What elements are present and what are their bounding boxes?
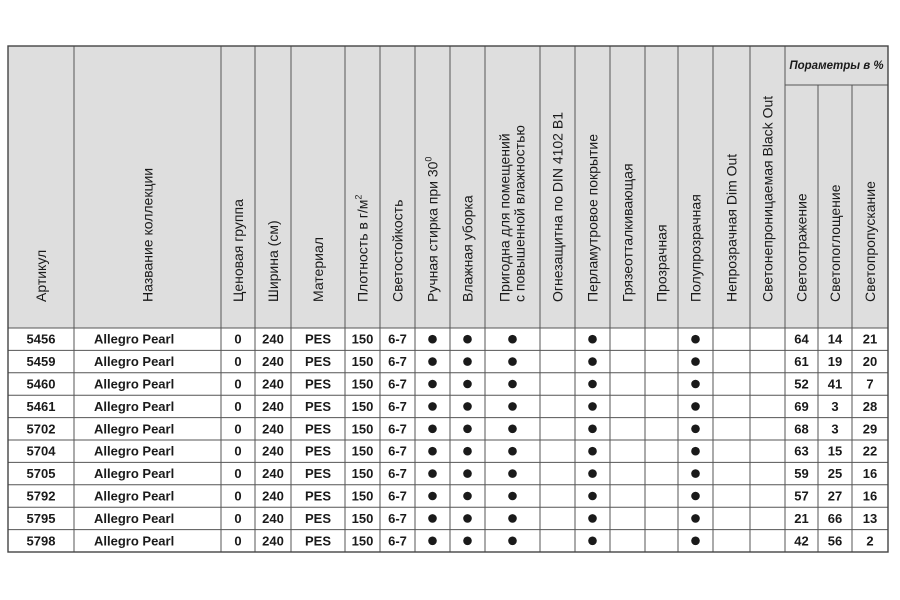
column-header-superscript: 0 xyxy=(423,156,434,162)
cell-material: PES xyxy=(304,510,332,526)
cell-lightfast: 6-7 xyxy=(388,421,407,437)
feature-dot-handwash xyxy=(428,402,437,411)
cell-absorb: 56 xyxy=(827,533,843,549)
cell-material: PES xyxy=(304,488,332,504)
column-header-text: Полупрозрачная xyxy=(687,194,704,302)
column-header-label xyxy=(230,199,246,302)
cell-price_group: 0 xyxy=(234,510,242,526)
cell-article: 5460 xyxy=(26,376,56,392)
feature-dot-semitransparent xyxy=(691,492,700,501)
column-header-text: Влажная уборка xyxy=(459,195,476,302)
column-header-text: Светонепроницаемая Black Out xyxy=(759,95,776,302)
cell-width: 240 xyxy=(262,488,284,504)
column-header-humid xyxy=(497,125,528,302)
feature-dot-handwash xyxy=(428,335,437,344)
column-header-text: Название коллекции xyxy=(139,167,156,302)
cell-width: 240 xyxy=(262,510,284,526)
column-header-label xyxy=(862,181,878,302)
cell-density: 150 xyxy=(351,421,374,437)
cell-transmit: 16 xyxy=(862,466,878,482)
column-header-text: Огнезащитна по DIN 4102 B1 xyxy=(549,112,566,302)
column-header-density xyxy=(354,195,371,302)
column-header-label xyxy=(33,250,49,302)
cell-density: 150 xyxy=(351,443,374,459)
feature-dot-wet_clean xyxy=(463,537,472,546)
feature-dot-semitransparent xyxy=(691,469,700,478)
cell-material: PES xyxy=(304,331,332,347)
feature-dot-humid xyxy=(508,425,517,434)
feature-dot-pearl xyxy=(588,425,597,434)
cell-material: PES xyxy=(304,398,332,414)
column-header-text: Ручная стирка при 30 xyxy=(424,161,441,302)
feature-dot-wet_clean xyxy=(463,380,472,389)
cell-lightfast: 6-7 xyxy=(388,354,407,370)
column-header-text: Грязеотталкивающая xyxy=(619,163,636,302)
column-header-label xyxy=(620,163,636,302)
cell-lightfast: 6-7 xyxy=(388,398,407,414)
parameters-group-title: Пораметры в % xyxy=(789,60,884,72)
column-header-label xyxy=(760,96,776,302)
cell-reflect: 57 xyxy=(794,488,809,504)
cell-transmit: 21 xyxy=(862,331,878,347)
feature-dot-wet_clean xyxy=(463,514,472,523)
column-header-absorb xyxy=(827,184,843,302)
cell-article: 5459 xyxy=(26,354,56,370)
column-header-text: Светопропускание xyxy=(862,181,878,302)
column-header-text: Светоотражение xyxy=(793,193,810,302)
feature-dot-handwash xyxy=(428,492,437,501)
feature-dot-wet_clean xyxy=(463,357,472,366)
feature-dot-pearl xyxy=(588,335,597,344)
column-header-label xyxy=(688,194,704,302)
feature-dot-semitransparent xyxy=(691,380,700,389)
cell-transmit: 28 xyxy=(862,398,878,414)
feature-dot-semitransparent xyxy=(691,514,700,523)
cell-density: 150 xyxy=(351,331,374,347)
column-header-price_group xyxy=(230,199,246,302)
cell-reflect: 69 xyxy=(794,398,809,414)
cell-transmit: 7 xyxy=(866,376,874,392)
column-header-text: Ширина (см) xyxy=(265,220,281,302)
feature-dot-humid xyxy=(508,537,517,546)
feature-dot-pearl xyxy=(588,492,597,501)
feature-dot-semitransparent xyxy=(691,357,700,366)
cell-article: 5704 xyxy=(26,443,56,459)
feature-dot-handwash xyxy=(428,537,437,546)
cell-collection: Allegro Pearl xyxy=(94,533,175,549)
feature-dot-handwash xyxy=(428,357,437,366)
column-header-reflect xyxy=(794,193,810,302)
column-header-collection xyxy=(140,168,156,302)
feature-dot-humid xyxy=(508,447,517,456)
cell-density: 150 xyxy=(351,466,374,482)
feature-dot-semitransparent xyxy=(691,335,700,344)
feature-dot-wet_clean xyxy=(463,335,472,344)
feature-dot-pearl xyxy=(588,402,597,411)
column-header-label xyxy=(310,237,326,302)
column-header-label xyxy=(140,168,156,302)
column-header-label xyxy=(654,224,670,302)
cell-width: 240 xyxy=(262,466,284,482)
cell-article: 5792 xyxy=(26,488,56,504)
column-header-transmit xyxy=(862,181,878,302)
feature-dot-humid xyxy=(508,357,517,366)
feature-dot-pearl xyxy=(588,357,597,366)
cell-width: 240 xyxy=(262,533,284,549)
column-header-label xyxy=(354,195,371,302)
cell-material: PES xyxy=(304,376,332,392)
cell-width: 240 xyxy=(262,331,284,347)
column-header-text: Перламутровое покрытие xyxy=(584,134,601,302)
cell-reflect: 68 xyxy=(794,421,809,437)
cell-price_group: 0 xyxy=(234,533,242,549)
feature-dot-pearl xyxy=(588,514,597,523)
cell-collection: Allegro Pearl xyxy=(94,398,175,414)
feature-dot-wet_clean xyxy=(463,402,472,411)
cell-transmit: 2 xyxy=(866,533,874,549)
cell-absorb: 19 xyxy=(827,354,843,370)
feature-dot-humid xyxy=(508,492,517,501)
cell-transmit: 22 xyxy=(862,443,878,459)
cell-material: PES xyxy=(304,466,332,482)
column-header-blackout xyxy=(760,96,776,302)
feature-dot-wet_clean xyxy=(463,492,472,501)
feature-dot-pearl xyxy=(588,469,597,478)
cell-price_group: 0 xyxy=(234,466,242,482)
column-header-text: Материал xyxy=(310,237,326,302)
cell-price_group: 0 xyxy=(234,443,242,459)
feature-dot-semitransparent xyxy=(691,425,700,434)
column-header-pearl xyxy=(585,134,601,302)
cell-absorb: 3 xyxy=(831,398,839,414)
column-header-text: Ценовая группа xyxy=(230,199,246,302)
column-header-label xyxy=(460,195,476,302)
feature-dot-handwash xyxy=(428,380,437,389)
cell-lightfast: 6-7 xyxy=(388,533,407,549)
cell-article: 5456 xyxy=(26,331,56,347)
cell-article: 5798 xyxy=(26,533,56,549)
cell-reflect: 61 xyxy=(794,354,809,370)
column-header-semitransparent xyxy=(688,194,704,302)
cell-reflect: 64 xyxy=(794,331,809,347)
cell-lightfast: 6-7 xyxy=(388,376,407,392)
cell-article: 5461 xyxy=(26,398,56,414)
column-header-text: Светостойкость xyxy=(389,199,406,302)
cell-width: 240 xyxy=(262,354,284,370)
column-header-text: Артикул xyxy=(33,249,49,302)
cell-absorb: 15 xyxy=(827,443,843,459)
cell-price_group: 0 xyxy=(234,376,242,392)
cell-density: 150 xyxy=(351,398,374,414)
cell-collection: Allegro Pearl xyxy=(94,466,175,482)
feature-dot-humid xyxy=(508,380,517,389)
column-header-label-line2: с повышенной влажностью xyxy=(511,125,528,302)
column-header-text: Непрозрачная Dim Out xyxy=(723,153,740,302)
cell-transmit: 20 xyxy=(862,354,878,370)
cell-material: PES xyxy=(304,443,332,459)
cell-material: PES xyxy=(304,533,332,549)
cell-collection: Allegro Pearl xyxy=(94,488,175,504)
cell-absorb: 66 xyxy=(827,510,843,526)
cell-reflect: 59 xyxy=(794,466,809,482)
cell-width: 240 xyxy=(262,443,284,459)
feature-dot-handwash xyxy=(428,447,437,456)
cell-density: 150 xyxy=(351,354,374,370)
cell-collection: Allegro Pearl xyxy=(94,354,175,370)
column-header-label xyxy=(827,184,843,302)
cell-density: 150 xyxy=(351,488,374,504)
cell-density: 150 xyxy=(351,533,374,549)
feature-dot-pearl xyxy=(588,380,597,389)
feature-dot-humid xyxy=(508,514,517,523)
cell-material: PES xyxy=(304,421,332,437)
cell-reflect: 42 xyxy=(794,533,809,549)
feature-dot-handwash xyxy=(428,425,437,434)
column-header-text: Светопоглощение xyxy=(827,184,843,302)
cell-lightfast: 6-7 xyxy=(388,331,407,347)
cell-price_group: 0 xyxy=(234,398,242,414)
cell-density: 150 xyxy=(351,376,374,392)
cell-lightfast: 6-7 xyxy=(388,510,407,526)
feature-dot-humid xyxy=(508,402,517,411)
feature-dot-wet_clean xyxy=(463,425,472,434)
column-header-label xyxy=(585,134,601,302)
feature-dot-humid xyxy=(508,335,517,344)
column-header-lightfast xyxy=(390,200,406,302)
cell-price_group: 0 xyxy=(234,354,242,370)
feature-dot-pearl xyxy=(588,447,597,456)
cell-transmit: 16 xyxy=(862,488,878,504)
cell-reflect: 52 xyxy=(794,376,809,392)
column-header-label xyxy=(794,193,810,302)
feature-dot-semitransparent xyxy=(691,537,700,546)
cell-collection: Allegro Pearl xyxy=(94,331,175,347)
cell-width: 240 xyxy=(262,421,284,437)
cell-article: 5702 xyxy=(26,421,56,437)
column-header-article xyxy=(33,250,49,302)
column-header-wet_clean xyxy=(460,195,476,302)
column-header-dimout xyxy=(724,154,740,302)
column-header-handwash xyxy=(424,157,441,302)
column-header-width xyxy=(265,220,281,302)
cell-collection: Allegro Pearl xyxy=(94,376,175,392)
feature-dot-handwash xyxy=(428,469,437,478)
cell-absorb: 27 xyxy=(827,488,843,504)
cell-collection: Allegro Pearl xyxy=(94,421,175,437)
column-header-transparent xyxy=(654,224,670,302)
feature-dot-semitransparent xyxy=(691,447,700,456)
column-header-label xyxy=(424,157,441,302)
column-header-label xyxy=(390,200,406,302)
cell-article: 5705 xyxy=(26,466,56,482)
cell-reflect: 21 xyxy=(794,510,809,526)
feature-dot-semitransparent xyxy=(691,402,700,411)
feature-dot-handwash xyxy=(428,514,437,523)
cell-absorb: 41 xyxy=(827,376,843,392)
cell-price_group: 0 xyxy=(234,421,242,437)
cell-density: 150 xyxy=(351,510,374,526)
cell-absorb: 3 xyxy=(831,421,839,437)
cell-lightfast: 6-7 xyxy=(388,466,407,482)
cell-transmit: 13 xyxy=(862,510,878,526)
column-header-material xyxy=(310,237,326,302)
cell-absorb: 14 xyxy=(827,331,843,347)
column-header-text: Плотность в г/м xyxy=(354,199,371,302)
column-header-superscript: 2 xyxy=(353,194,364,200)
cell-price_group: 0 xyxy=(234,488,242,504)
cell-absorb: 25 xyxy=(827,466,843,482)
cell-reflect: 63 xyxy=(794,443,809,459)
feature-dot-humid xyxy=(508,469,517,478)
column-header-label xyxy=(265,220,281,302)
column-header-text: Прозрачная xyxy=(653,224,670,302)
feature-dot-pearl xyxy=(588,537,597,546)
cell-transmit: 29 xyxy=(862,421,878,437)
cell-material: PES xyxy=(304,354,332,370)
column-header-label xyxy=(550,112,566,302)
cell-width: 240 xyxy=(262,376,284,392)
cell-width: 240 xyxy=(262,398,284,414)
cell-lightfast: 6-7 xyxy=(388,443,407,459)
cell-lightfast: 6-7 xyxy=(388,488,407,504)
cell-collection: Allegro Pearl xyxy=(94,510,175,526)
column-header-dirt xyxy=(620,163,636,302)
column-header-label xyxy=(724,154,740,302)
column-header-fire xyxy=(550,112,566,302)
column-header-label: Пригодна для помещений xyxy=(496,133,513,302)
feature-dot-wet_clean xyxy=(463,469,472,478)
feature-dot-wet_clean xyxy=(463,447,472,456)
cell-article: 5795 xyxy=(26,510,56,526)
cell-collection: Allegro Pearl xyxy=(94,443,175,459)
cell-price_group: 0 xyxy=(234,331,242,347)
